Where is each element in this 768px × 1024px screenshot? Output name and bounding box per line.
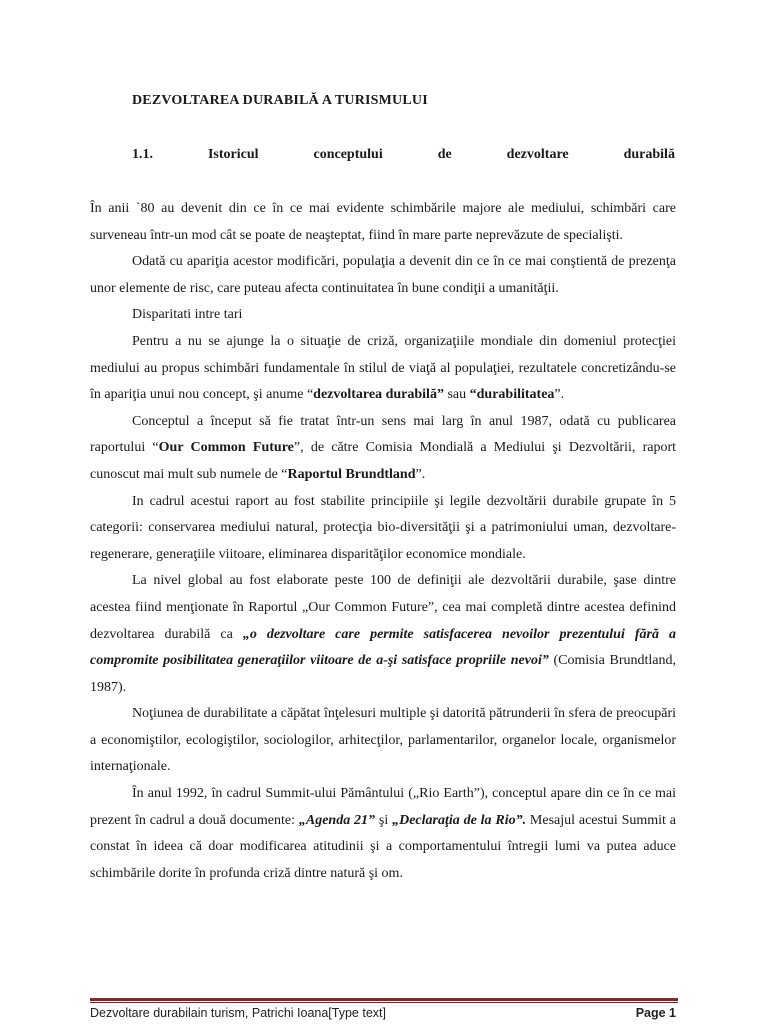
document-title: DEZVOLTAREA DURABILĂ A TURISMULUI (132, 93, 428, 108)
section-word: Istoricul (207, 147, 259, 162)
section-word: dezvoltare (506, 147, 569, 162)
paragraph: Noţiunea de durabilitate a căpătat înţelesuri multiple şi datorită pătrunderii în sfera de preocupări a economiştilor, ecologiştilor, sociologilor, arhitecţilor, parlamentarilor, organelor locale, organismelor internaţionale. (90, 706, 676, 775)
paragraph-text: La nivel global au fost elaborate peste 100 de definiţii ale dezvoltării durabile, şase dintre acestea fiind menţionate în Raportul „Our Common Future”, cea mai completă dintre acestea definind dezvoltarea durabilă ca (90, 573, 676, 642)
section-word: durabilă (623, 147, 675, 162)
paragraph-text: În anul 1992, în cadrul Summit-ului Pământului („Rio Earth”), conceptul apare din ce în ce mai prezent în cadrul a două documente: (90, 786, 676, 828)
paragraph: In cadrul acestui raport au fost stabilite principiile şi legile dezvoltării durabile grupate în 5 categorii: conservarea mediului natural, protecţia bio-diversităţii şi a patrimoniului uman, dezvoltare-regenerare, generaţiile viitoare, eliminarea disparităţilor economice mondiale. (90, 493, 676, 562)
bold-term: Raportul Brundtland (287, 466, 416, 482)
paragraph: Odată cu apariţia acestor modificări, populaţia a devenit din ce în ce mai conştientă de prezenţa unor elemente de risc, care puteau afecta continuitatea în bune condiţii a umanităţii. (90, 254, 676, 296)
paragraph: Disparitati intre tari (132, 307, 243, 323)
paragraph (90, 568, 676, 701)
paragraph (90, 329, 676, 409)
paragraph: În anii `80 au devenit din ce în ce mai evidente schimbările majore ale mediului, schimbări care surveneau într-un mod cât se poate de neaşteptat, fiind în mare parte neprevăzute de specialişti. (90, 201, 676, 243)
paragraph (90, 409, 676, 489)
bold-term: “durabilitatea (469, 387, 555, 403)
section-word: de (437, 147, 452, 162)
footer-text: Dezvoltare durabilain turism, Patrichi Ioana[Type text] (90, 1006, 386, 1020)
section-heading (132, 147, 675, 163)
paragraph-text: (Comisia Brundtland, 1987). (90, 653, 676, 695)
paragraph-text: şi (375, 812, 393, 828)
paragraph-text: ”, de către Comisia Mondială a Mediului şi Dezvoltării, raport cunoscut mai mult sub numele de “ (90, 440, 677, 482)
paragraph (90, 781, 676, 887)
document-name: „Agenda 21” (298, 812, 376, 828)
bold-term: dezvoltarea durabilă” (313, 387, 444, 403)
paragraph-text: sau (443, 387, 470, 403)
paragraph-text: Mesajul acestui Summit a constat în ideea că doar modificarea atitudinii şi a comportamentului întregii lumi va putea aduce schimbările dorite în profunda criză dintre natură şi om. (90, 812, 676, 881)
footer-rule-thin (90, 1002, 678, 1003)
quoted-definition: „o dezvoltare care permite satisfacerea nevoilor prezentului fără a compromite posibilitatea generaţiilor viitoare de a-şi satisface propriile nevoi” (90, 626, 676, 669)
paragraph-text: Pentru a nu se ajunge la o situaţie de criză, organizaţiile mondiale din domeniul protecţiei mediului au propus schimbări fundamentale în stilul de viaţă al populaţiei, rezultatele concretizându-se în apariţia unui nou concept, şi anume “ (90, 333, 676, 403)
footer-rule-thick (90, 998, 678, 1001)
document-name: „Declaraţia de la Rio”. (392, 812, 527, 828)
paragraph-text: Conceptul a început să fie tratat într-un sens mai larg în anul 1987, odată cu publicarea raportului “ (90, 413, 676, 456)
section-number: 1.1. (132, 147, 153, 162)
bold-term: Our Common Future (158, 440, 294, 456)
paragraph-text: ”. (415, 466, 426, 482)
paragraph-text: ”. (554, 387, 565, 403)
section-word: conceptului (313, 147, 383, 162)
document-body (90, 196, 676, 887)
page-number: Page 1 (635, 1006, 676, 1020)
